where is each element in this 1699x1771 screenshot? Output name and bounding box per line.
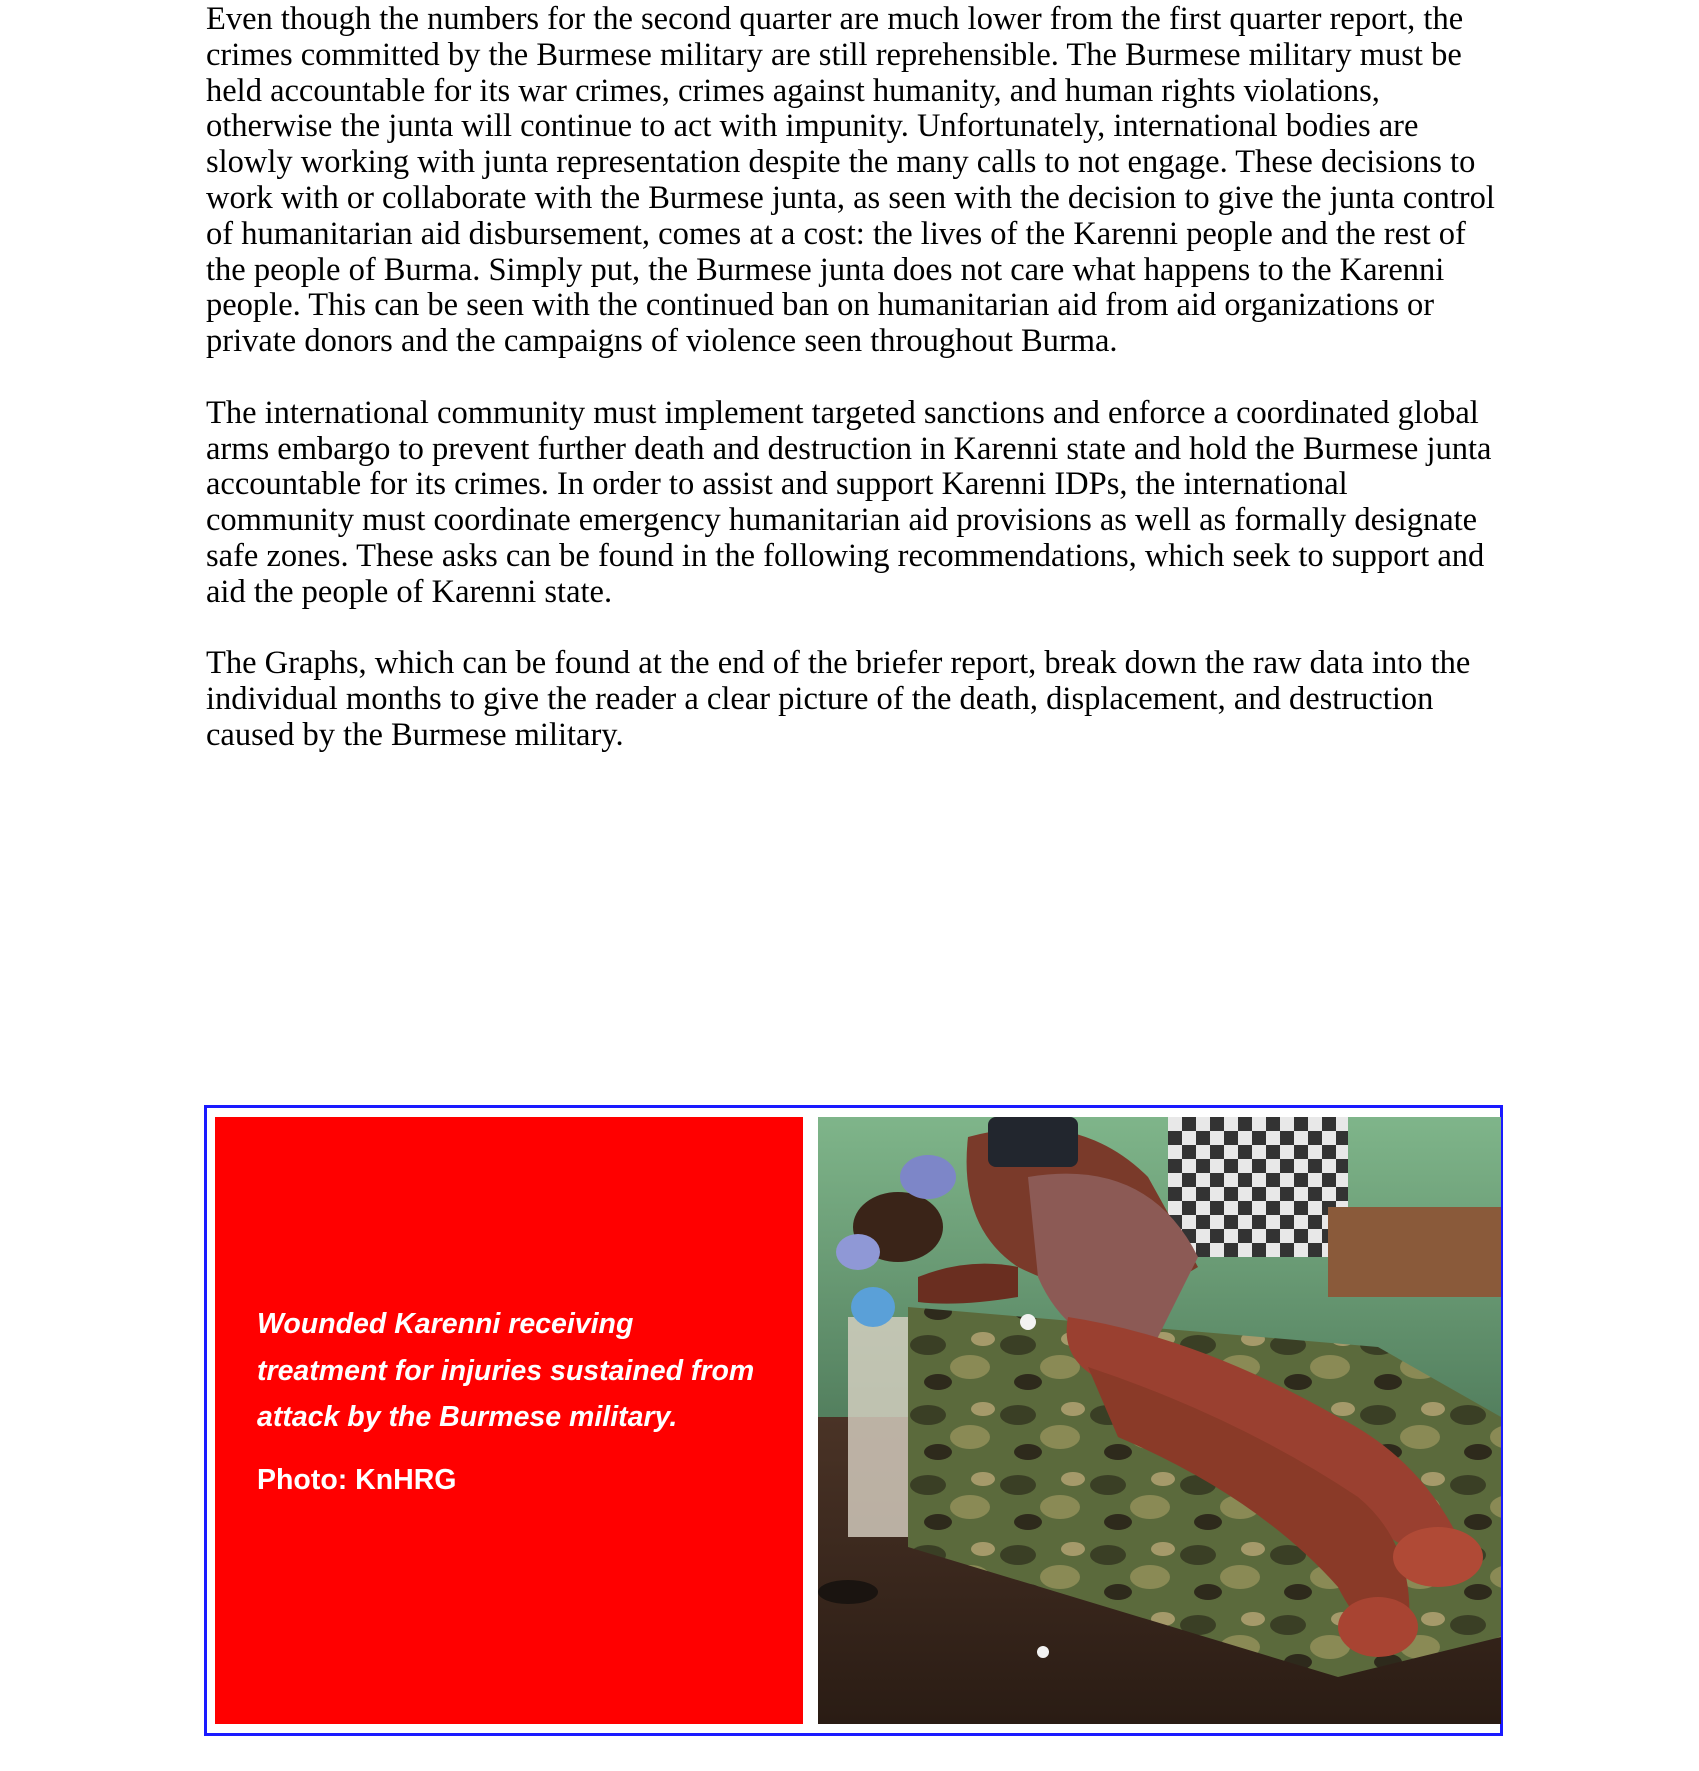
paragraph-1: Even though the numbers for the second quarter are much lower from the first quarter report, the crimes committed by the Burmese military are still reprehensible. The Burmese military must be held accountable for its war crimes, crimes against humanity, and human rights violations, otherwise the junta will continue to act with impunity. Unfortunately, international bodies are slowly working with junta representation despite the many calls to not engage. These decisions to work with or collaborate with the Burmese junta, as seen with the decision to give the junta control of humanitarian aid disbursement, comes at a cost: the lives of the Karenni people and the rest of the people of Burma. Simply put, the Burmese junta does not care what happens to the Karenni people. This can be seen with the continued ban on humanitarian aid from aid organizations or private donors and the campaigns of violence seen throughout Burma. [206,1,1495,360]
caption-text [257,1301,757,1503]
photo-caption: Wounded Karenni receiving treatment for injuries sustained from attack by the Burmese military. [257,1308,755,1433]
photo-credit: Photo: KnHRG [257,1463,457,1496]
photo-figure [204,1105,1503,1736]
photo-wounded-patient [818,1117,1501,1724]
caption-panel [215,1117,803,1724]
paragraph-3: The Graphs, which can be found at the end of the briefer report, break down the raw data into the individual months to give the reader a clear picture of the death, displacement, and destruction caused by the Burmese military. [206,645,1471,753]
paragraph-2: The international community must implement targeted sanctions and enforce a coordinated global arms embargo to prevent further death and destruction in Karenni state and hold the Burmese junta accountable for its crimes. In order to assist and support Karenni IDPs, the international community must coordinate emergency humanitarian aid provisions as well as formally designate safe zones. These asks can be found in the following recommendations, which seek to support and aid the people of Karenni state. [206,394,1492,610]
body-text [206,2,1496,790]
